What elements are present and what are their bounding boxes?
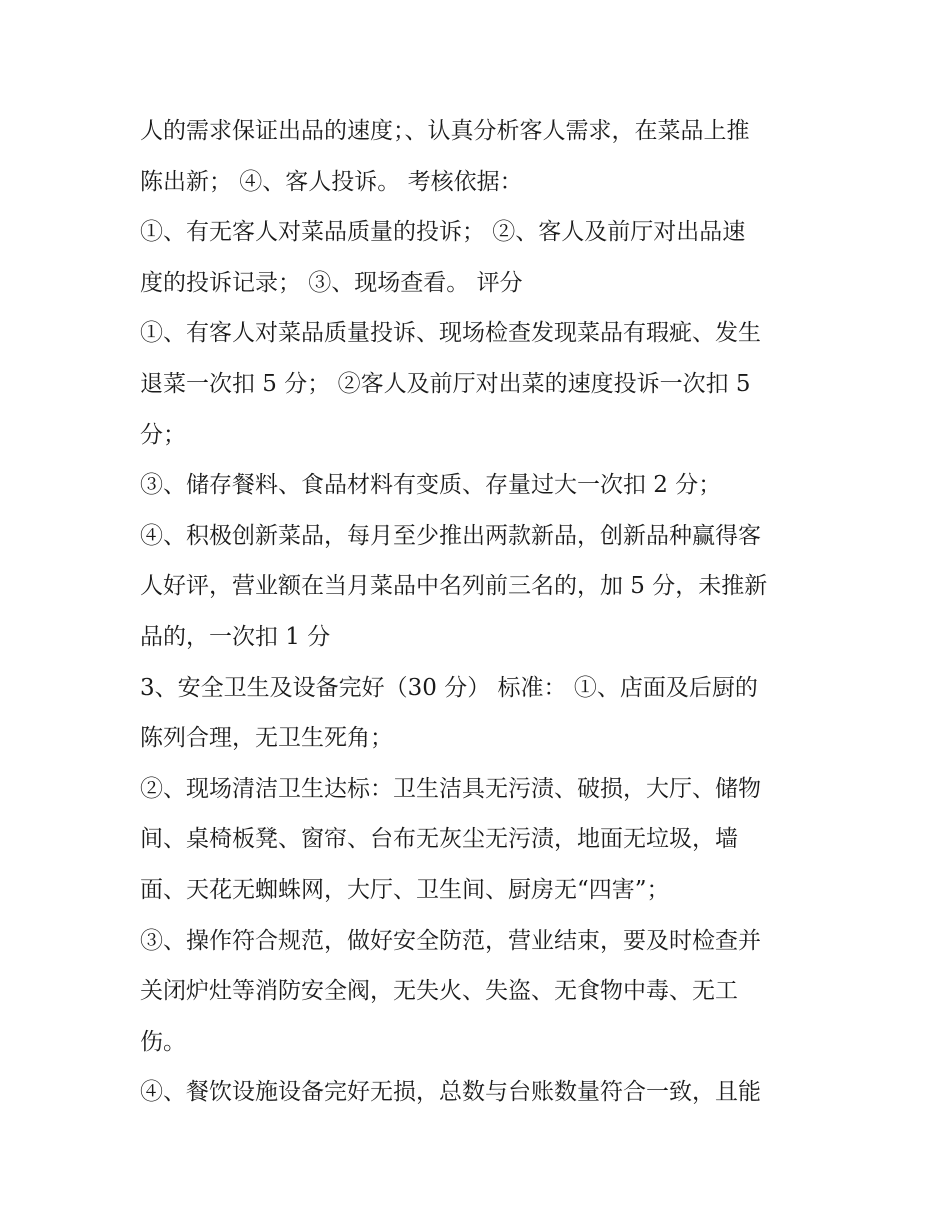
text-line: ③、操作符合规范，做好安全防范，营业结束，要及时检查并 bbox=[140, 927, 761, 954]
text-line: ①、有客人对菜品质量投诉、现场检查发现菜品有瑕疵、发生 bbox=[140, 320, 761, 347]
text-line: ③、储存餐料、食品材料有变质、存量过大一次扣 2 分； bbox=[140, 472, 722, 499]
text-line: 人好评，营业额在当月菜品中名列前三名的，加 5 分，未推新 bbox=[140, 573, 768, 600]
text-line: 品的，一次扣 1 分 bbox=[140, 623, 331, 650]
text-line: 3、安全卫生及设备完好（30 分） 标准： ①、店面及后厨的 bbox=[140, 674, 758, 701]
text-line: 关闭炉灶等消防安全阀，无失火、失盗、无食物中毒、无工 bbox=[140, 978, 738, 1005]
text-line: 退菜一次扣 5 分； ②客人及前厅对出菜的速度投诉一次扣 5 bbox=[140, 370, 751, 397]
text-line: 分； bbox=[140, 421, 186, 448]
text-line: ④、餐饮设施设备完好无损，总数与台账数量符合一致，且能 bbox=[140, 1079, 761, 1106]
text-line: ④、积极创新菜品，每月至少推出两款新品，创新品种赢得客 bbox=[140, 522, 761, 549]
text-line: ②、现场清洁卫生达标：卫生洁具无污渍、破损，大厅、储物 bbox=[140, 775, 761, 802]
text-line: ①、有无客人对菜品质量的投诉； ②、客人及前厅对出品速 bbox=[140, 219, 746, 246]
text-line: 人的需求保证出品的速度；、认真分析客人需求，在菜品上推 bbox=[140, 118, 750, 144]
text-line: 伤。 bbox=[140, 1028, 186, 1055]
text-line: 面、天花无蜘蛛网，大厅、卫生间、厨房无“四害”； bbox=[140, 876, 670, 903]
text-line: 陈出新； ④、客人投诉。 考核依据： bbox=[140, 168, 523, 195]
body-text bbox=[140, 106, 820, 1118]
text-line: 间、桌椅板凳、窗帘、台布无灰尘无污渍，地面无垃圾，墙 bbox=[140, 826, 738, 853]
text-line: 陈列合理，无卫生死角； bbox=[140, 725, 393, 752]
text-line: 度的投诉记录； ③、现场查看。 评分 bbox=[140, 269, 523, 296]
